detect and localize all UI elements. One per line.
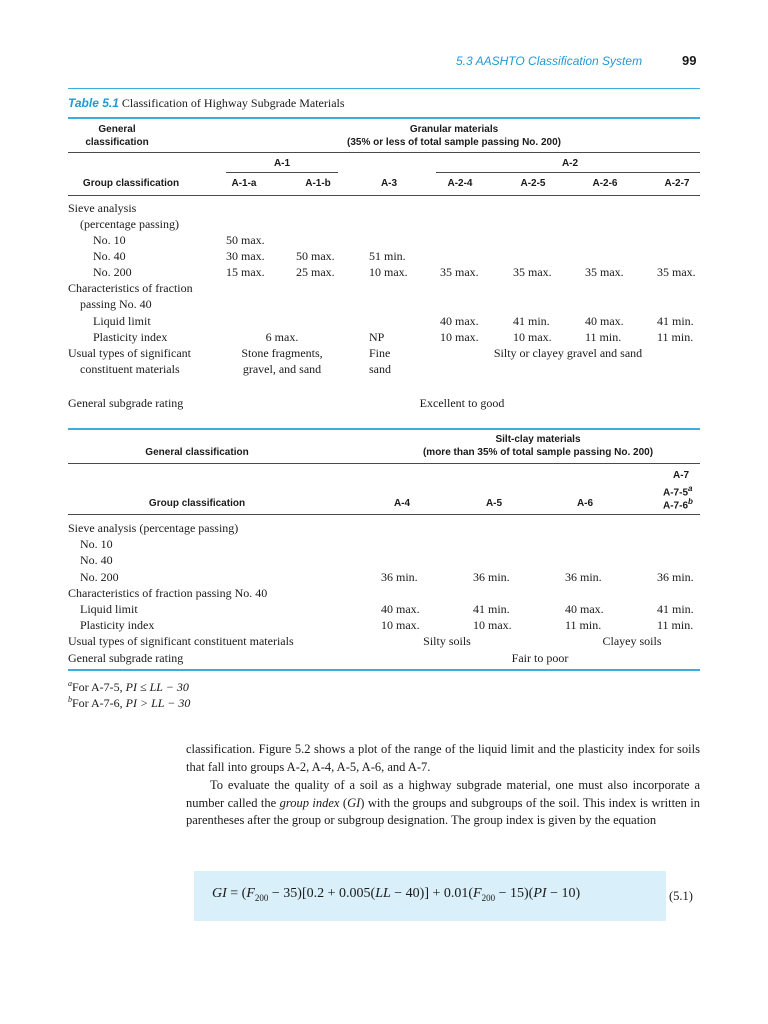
t1-ll-a25: 41 min. [513,314,550,328]
t1-pi-label: Plasticity index [93,330,168,344]
t2-no10-label: No. 10 [80,537,113,551]
t1-no200-a27: 35 max. [657,265,696,279]
t1-ll-a27: 41 min. [657,314,694,328]
t2-pi-a4: 10 max. [381,618,420,632]
t2-siltclay-title: Silt-clay materials [495,434,581,445]
t1-usual-a3-1: Fine [369,346,391,360]
footnote-b: $^b$For A-7-6, PI > LL − 30 [68,695,191,710]
t1-ll-a26: 40 max. [585,314,624,328]
t1-no40-label: No. 40 [93,249,126,263]
t1-rule-1 [68,152,700,153]
t1-col-a26: A-2-6 [592,178,618,189]
t2-siltclay-subtitle: (more than 35% of total sample passing No. 200) [422,447,654,458]
t2-no40-label: No. 40 [80,553,113,567]
t1-usual-a1-2: gravel, and sand [242,362,322,376]
equation-number: (5.1) [669,889,693,903]
t2-top-rule [68,428,700,430]
t2-usual-clayey: Clayey soils [602,634,662,648]
t1-rating-value: Excellent to good [419,396,505,410]
t2-col-a76: A-7-6$^b$ [663,497,693,512]
t1-col-a27: A-2-7 [664,178,690,189]
t2-no200-a5: 36 min. [473,570,510,584]
t1-no200-a3: 10 max. [369,265,408,279]
t2-usual-label: Usual types of significant constituent materials [68,634,294,648]
t1-sieve-sublabel: (percentage passing) [80,217,179,231]
running-header-section: 5.3 AASHTO Classification System [456,54,643,68]
t2-col-a4: A-4 [393,498,411,509]
t1-col-a1a: A-1-a [231,178,257,189]
t1-rating-label: General subgrade rating [68,396,184,410]
t2-col-a6: A-6 [576,498,594,509]
t1-no200-a26: 35 max. [585,265,624,279]
t2-pi-a5: 10 max. [473,618,512,632]
t1-no40-a3: 51 min. [369,249,406,263]
t1-pi-a24: 10 max. [440,330,479,344]
t1-char-sublabel: passing No. 40 [80,297,152,311]
t1-usual-a2: Silty or clayey gravel and sand [493,346,643,360]
t2-ll-a7: 41 min. [657,602,694,616]
t1-usual-sublabel: constituent materials [80,362,180,376]
t2-ll-a6: 40 max. [565,602,604,616]
t2-pi-label: Plasticity index [80,618,155,632]
t2-general-label: General classification [145,447,249,458]
paragraph-2: To evaluate the quality of a soil as a highway subgrade material, one must also incorporate a number called the group index (GI) with the groups and subgroups of the soil. This index is written in parentheses after the group or subgroup designation. The group index is given by the equation [186,778,701,827]
t2-usual-silty: Silty soils [423,634,471,648]
t1-a2-underline [436,172,700,173]
t1-no200-a24: 35 max. [440,265,479,279]
t2-char-label: Characteristics of fraction passing No. 40 [68,586,268,600]
t1-pi-a3: NP [369,330,385,344]
t1-usual-label: Usual types of significant [68,346,191,360]
t1-group-a2: A-2 [561,158,579,169]
t1-pi-a27: 11 min. [657,330,694,344]
t1-no200-a1a: 15 max. [226,265,265,279]
t1-granular-subtitle: (35% or less of total sample passing No. 200) [347,137,561,148]
t2-no200-a6: 36 min. [565,570,602,584]
t1-no40-a1b: 50 max. [296,249,335,263]
t1-pi-a25: 10 max. [513,330,552,344]
t1-usual-a3-2: sand [369,362,391,376]
t1-ll-a24: 40 max. [440,314,479,328]
t1-no40-a1a: 30 max. [226,249,265,263]
t2-ll-label: Liquid limit [80,602,138,616]
table-title [68,96,345,111]
t1-granular-title: Granular materials [409,124,499,135]
t2-rating-label: General subgrade rating [68,651,184,665]
t1-no10-label: No. 10 [93,233,126,247]
t1-general-label-2: classification [85,137,149,148]
t2-no200-a7: 36 min. [657,570,694,584]
t1-ll-label: Liquid limit [93,314,151,328]
t2-rule-2 [68,514,700,515]
t1-no200-a1b: 25 max. [296,265,335,279]
t1-rule-2 [68,195,700,196]
t2-pi-a7: 11 min. [657,618,694,632]
table-bottom-rule [68,669,700,671]
t2-pi-a6: 11 min. [565,618,602,632]
t2-no200-a4: 36 min. [381,570,418,584]
t1-no200-a25: 35 max. [513,265,552,279]
t1-group-a1: A-1 [273,158,291,169]
t1-col-a1b: A-1-b [305,178,331,189]
t2-col-a75: A-7-5$^a$ [663,484,693,499]
paragraph-1: classification. Figure 5.2 shows a plot of the range of the liquid limit and the plasticity index for soils that fall into groups A-2, A-4, A-5, A-6, and A-7. [186,742,700,774]
t1-group-classification-label: Group classification [82,178,180,189]
table-top-rule [68,117,700,119]
t2-col-a7: A-7 [673,470,690,481]
t1-char-label: Characteristics of fraction [68,281,193,295]
t2-ll-a4: 40 max. [381,602,420,616]
t1-pi-a26: 11 min. [585,330,622,344]
table-caption: Classification of Highway Subgrade Materials [121,96,345,110]
t1-no200-label: No. 200 [93,265,132,279]
t1-a1-underline [226,172,338,173]
equation-5-1: GI = $(F_{200} - 35)[0.2 + 0.005(LL - 40)] + 0.01(F_{200} - 15)(PI - 10)$ [212,886,581,903]
t2-ll-a5: 41 min. [473,602,510,616]
t1-col-a24: A-2-4 [447,178,473,189]
t1-general-label-1: General [98,124,136,135]
t2-rating-value: Fair to poor [511,651,569,665]
t1-no10-a1a: 50 max. [226,233,265,247]
t1-pi-a1: 6 max. [265,330,299,344]
t2-no200-label: No. 200 [80,570,119,584]
t1-sieve-label: Sieve analysis [68,201,137,215]
t1-col-a25: A-2-5 [520,178,546,189]
t1-col-a3: A-3 [380,178,398,189]
t1-usual-a1-1: Stone fragments, [241,346,323,360]
table-label: Table 5.1 [68,96,119,110]
footnote-a: $^a$For A-7-5, PI ≤ LL − 30 [68,679,189,694]
page-number: 99 [682,53,697,68]
t2-sieve-label: Sieve analysis (percentage passing) [68,521,239,535]
t2-col-a5: A-5 [485,498,503,509]
t2-rule-1 [68,463,700,464]
t2-group-classification-label: Group classification [148,498,246,509]
header-rule [68,88,700,89]
